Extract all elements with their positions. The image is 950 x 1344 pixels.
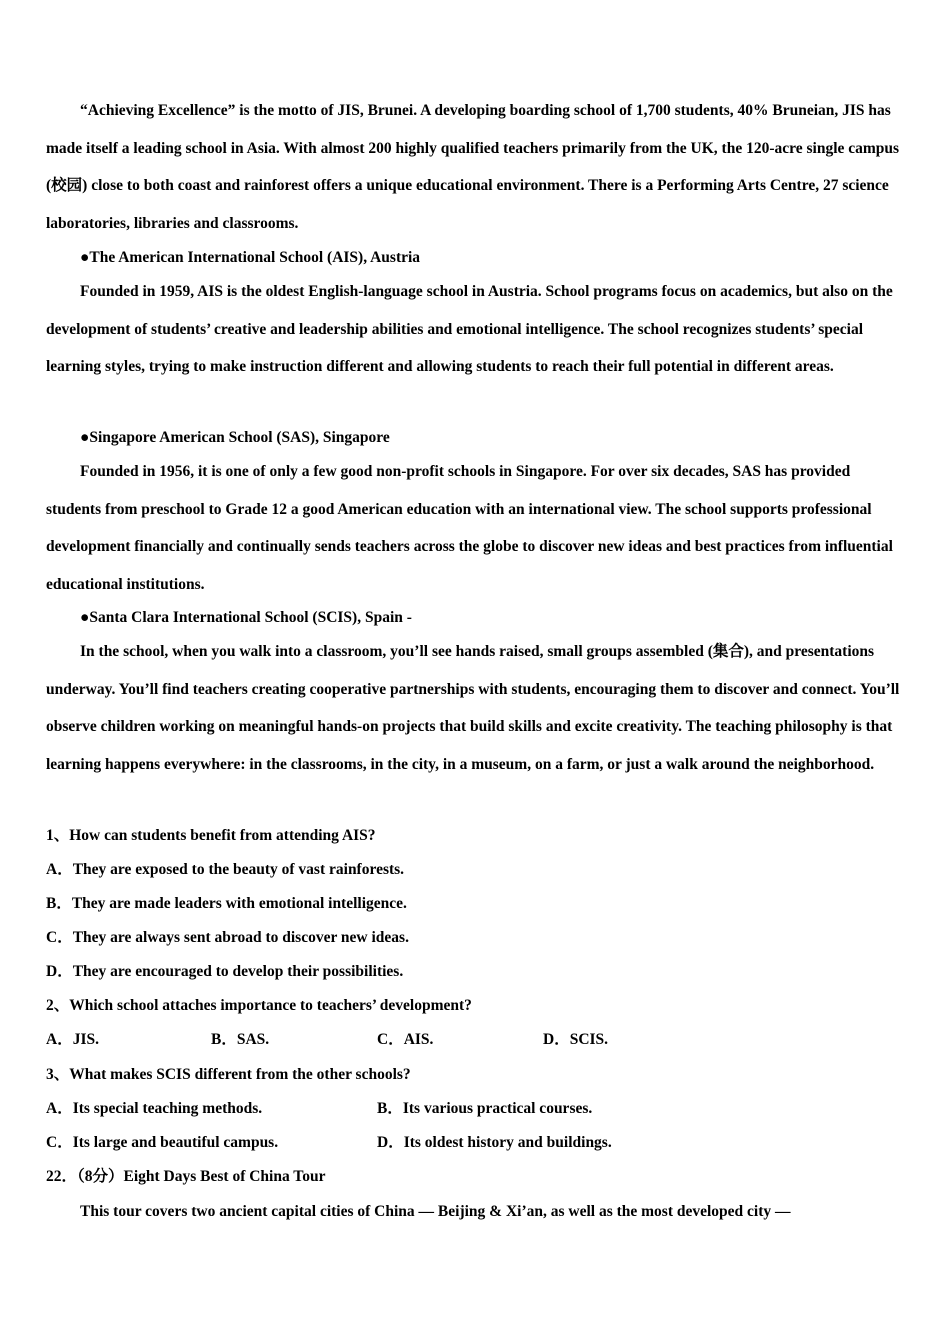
scis-heading: ●Santa Clara International School (SCIS), Spain - bbox=[80, 609, 412, 626]
jis-paragraph: “Achieving Excellence” is the motto of JIS, Brunei. A developing boarding school of 1,700 students, 40% Bruneian, JIS has made itself a leading school in Asia. With almost 200 highly qualified teachers primarily from the UK, the 120-acre single campus (校园) close to both coast and rainforest offers a unique educational environment. There is a Performing Arts Centre, 27 science laboratories, libraries and classrooms. bbox=[46, 102, 900, 232]
question-1-option-a: A．They are exposed to the beauty of vast rainforests. bbox=[46, 861, 405, 878]
sas-paragraph: Founded in 1956, it is one of only a few good non-profit schools in Singapore. For over six decades, SAS has provided students from preschool to Grade 12 a good American education with an international view. The school supports professional development financially and continually sends teachers across the globe to discover new ideas and best practices from influential educational institutions. bbox=[46, 463, 893, 593]
question-2-option-b: B．SAS. bbox=[211, 1031, 270, 1048]
question-2-option-c: C．AIS. bbox=[377, 1031, 434, 1048]
section-22-heading: 22．（8分）Eight Days Best of China Tour bbox=[46, 1168, 326, 1185]
question-3-option-a: A．Its special teaching methods. bbox=[46, 1100, 263, 1117]
question-1-stem: 1、How can students benefit from attending AIS? bbox=[46, 827, 376, 844]
question-3-option-d: D．Its oldest history and buildings. bbox=[377, 1134, 612, 1151]
ais-paragraph: Founded in 1959, AIS is the oldest English-language school in Austria. School programs focus on academics, but also on the development of students’ creative and leadership abilities and emotional intelligence. The school recognizes students’ special learning styles, trying to make instruction different and allowing students to reach their full potential in different areas. bbox=[46, 283, 893, 375]
section-22-intro: This tour covers two ancient capital cities of China — Beijing & Xi’an, as well as the most developed city — bbox=[80, 1203, 791, 1220]
question-1-option-d: D．They are encouraged to develop their possibilities. bbox=[46, 963, 404, 980]
question-2-option-a: A．JIS. bbox=[46, 1031, 99, 1048]
sas-heading: ●Singapore American School (SAS), Singapore bbox=[80, 429, 390, 446]
question-1-option-b: B．They are made leaders with emotional intelligence. bbox=[46, 895, 407, 912]
ais-heading: ●The American International School (AIS), Austria bbox=[80, 249, 421, 266]
question-3-option-b: B．Its various practical courses. bbox=[377, 1100, 593, 1117]
question-1-option-c: C．They are always sent abroad to discover new ideas. bbox=[46, 929, 409, 946]
scis-paragraph: In the school, when you walk into a classroom, you’ll see hands raised, small groups assembled (集合), and presentations underway. You’ll find teachers creating cooperative partnerships with students, encouraging them to discover and connect. You’ll observe children working on meaningful hands-on projects that build skills and excite creativity. The teaching philosophy is that learning happens everywhere: in the classrooms, in the city, in a museum, on a farm, or just a walk around the neighborhood. bbox=[46, 643, 900, 773]
question-3-option-c: C．Its large and beautiful campus. bbox=[46, 1134, 279, 1151]
question-3-stem: 3、What makes SCIS different from the other schools? bbox=[46, 1066, 411, 1083]
question-2-option-d: D．SCIS. bbox=[543, 1031, 609, 1048]
question-2-stem: 2、Which school attaches importance to teachers’ development? bbox=[46, 997, 472, 1014]
